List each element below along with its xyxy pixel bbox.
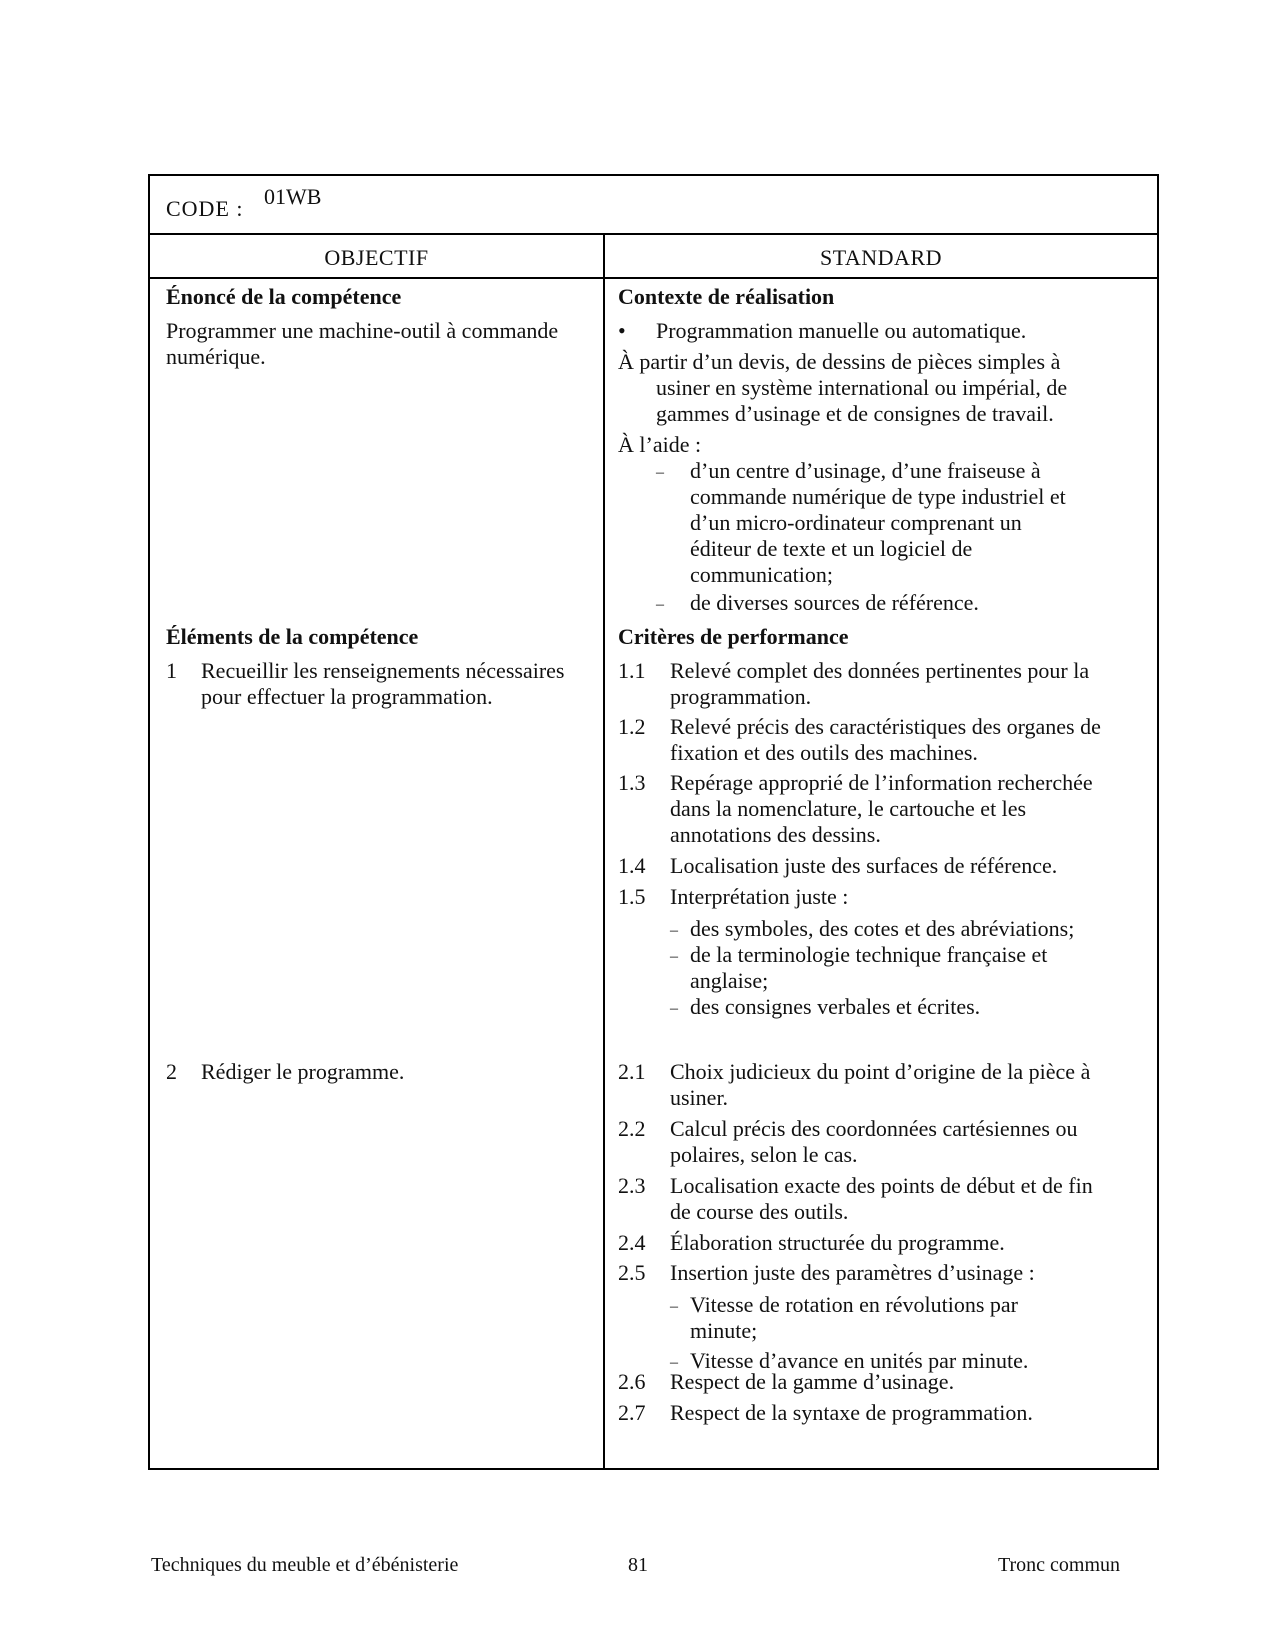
code-row — [150, 176, 1157, 235]
critere-subline: de la terminologie technique française et — [690, 942, 1048, 967]
contexte-title: Contexte de réalisation — [618, 284, 835, 309]
competency-table — [148, 174, 1159, 1470]
aide-item — [618, 590, 1148, 616]
critere-num: 2.3 — [618, 1173, 646, 1198]
critere-item — [618, 658, 1148, 710]
bullet-text: Programmation manuelle ou automatique. — [656, 318, 1027, 343]
aide-item — [618, 458, 1148, 588]
element-num: 2 — [166, 1059, 177, 1084]
critere-subitem — [618, 1292, 1148, 1344]
enonce-line: Programmer une machine-outil à commande — [166, 318, 559, 343]
critere-item — [618, 1400, 1148, 1426]
critere-num: 1.1 — [618, 658, 646, 683]
enonce-title: Énoncé de la compétence — [166, 284, 402, 309]
critere-line: Respect de la syntaxe de programmation. — [670, 1400, 1033, 1425]
critere-item — [618, 1173, 1148, 1225]
dash-icon: – — [670, 1298, 678, 1315]
critere-num: 2.1 — [618, 1059, 646, 1084]
critere-num: 1.5 — [618, 884, 646, 909]
dash-icon: – — [656, 464, 664, 481]
critere-item — [618, 884, 1148, 910]
critere-line: Localisation exacte des points de début et de fin — [670, 1173, 1093, 1198]
critere-subline: Vitesse d’avance en unités par minute. — [690, 1348, 1029, 1373]
critere-line: Insertion juste des paramètres d’usinage : — [670, 1260, 1035, 1285]
critere-line: de course des outils. — [670, 1199, 849, 1224]
critere-item — [618, 853, 1148, 879]
criteres-title: Critères de performance — [618, 624, 849, 649]
partir-line: gammes d’usinage et de consignes de travail. — [656, 401, 1054, 426]
dash-icon: – — [670, 1354, 678, 1371]
contexte-partir — [618, 349, 1148, 427]
critere-num: 2.6 — [618, 1369, 646, 1394]
critere-num: 2.7 — [618, 1400, 646, 1425]
critere-num: 2.2 — [618, 1116, 646, 1141]
critere-subline: anglaise; — [690, 968, 769, 993]
critere-num: 1.3 — [618, 770, 646, 795]
code-label: CODE : — [166, 196, 244, 221]
aide-line: commande numérique de type industriel et — [690, 484, 1066, 509]
critere-line: usiner. — [670, 1085, 729, 1110]
critere-subitem — [618, 916, 1148, 942]
critere-line: Élaboration structurée du programme. — [670, 1230, 1005, 1255]
dash-icon: – — [670, 1000, 678, 1017]
aide-line: d’un micro-ordinateur comprenant un — [690, 510, 1022, 535]
critere-line: Calcul précis des coordonnées cartésiennes ou — [670, 1116, 1078, 1141]
critere-line: dans la nomenclature, le cartouche et les — [670, 796, 1027, 821]
element-line: Recueillir les renseignements nécessaires — [201, 658, 565, 683]
dash-icon: – — [656, 596, 664, 613]
critere-line: Localisation juste des surfaces de référence. — [670, 853, 1058, 878]
critere-subline: des consignes verbales et écrites. — [690, 994, 981, 1019]
critere-subitem — [618, 994, 1148, 1020]
critere-item — [618, 1260, 1148, 1286]
footer-program-title: Techniques du meuble et d’ébénisterie — [151, 1554, 459, 1576]
column-divider — [603, 233, 605, 1468]
enonce-line: numérique. — [166, 344, 266, 369]
bullet-icon: • — [618, 318, 626, 343]
critere-num: 2.4 — [618, 1230, 646, 1255]
dash-icon: – — [670, 922, 678, 939]
critere-line: polaires, selon le cas. — [670, 1142, 858, 1167]
aide-line: communication; — [690, 562, 833, 587]
critere-item — [618, 714, 1148, 766]
critere-line: Respect de la gamme d’usinage. — [670, 1369, 955, 1394]
header-row — [150, 233, 1157, 279]
critere-subline: Vitesse de rotation en révolutions par — [690, 1292, 1018, 1317]
critere-num: 1.4 — [618, 853, 646, 878]
critere-line: annotations des dessins. — [670, 822, 881, 847]
critere-subline: des symboles, des cotes et des abréviations; — [690, 916, 1075, 941]
header-standard: STANDARD — [819, 245, 943, 270]
critere-line: Repérage approprié de l’information recherchée — [670, 770, 1093, 795]
element-line: Rédiger le programme. — [201, 1059, 405, 1084]
critere-subline: minute; — [690, 1318, 758, 1343]
element-line: pour effectuer la programmation. — [201, 684, 493, 709]
critere-item — [618, 770, 1148, 848]
elements-title: Éléments de la compétence — [166, 624, 419, 649]
critere-line: Interprétation juste : — [670, 884, 849, 909]
critere-item — [618, 1230, 1148, 1256]
critere-subitem — [618, 942, 1148, 994]
element-item — [166, 1059, 591, 1085]
critere-line: programmation. — [670, 684, 812, 709]
dash-icon: – — [670, 948, 678, 965]
partir-line: usiner en système international ou impérial, de — [656, 375, 1068, 400]
footer-section: Tronc commun — [998, 1554, 1121, 1576]
footer-page-number: 81 — [628, 1554, 648, 1576]
critere-line: fixation et des outils des machines. — [670, 740, 978, 765]
aide-line: de diverses sources de référence. — [690, 590, 979, 615]
critere-line: Relevé complet des données pertinentes pour la — [670, 658, 1090, 683]
enonce-text — [166, 318, 591, 370]
critere-line: Choix judicieux du point d’origine de la pièce à — [670, 1059, 1091, 1084]
header-objectif: OBJECTIF — [324, 245, 429, 270]
element-num: 1 — [166, 658, 177, 683]
element-item — [166, 658, 591, 710]
critere-num: 2.5 — [618, 1260, 646, 1285]
critere-item — [618, 1369, 1148, 1395]
critere-item — [618, 1116, 1148, 1168]
critere-num: 1.2 — [618, 714, 646, 739]
critere-line: Relevé précis des caractéristiques des organes de — [670, 714, 1101, 739]
code-value: 01WB — [264, 184, 322, 209]
aide-line: éditeur de texte et un logiciel de — [690, 536, 973, 561]
aide-label: À l’aide : — [618, 432, 702, 457]
aide-line: d’un centre d’usinage, d’une fraiseuse à — [690, 458, 1041, 483]
partir-line: À partir d’un devis, de dessins de pièces simples à — [618, 349, 1061, 374]
critere-item — [618, 1059, 1148, 1111]
